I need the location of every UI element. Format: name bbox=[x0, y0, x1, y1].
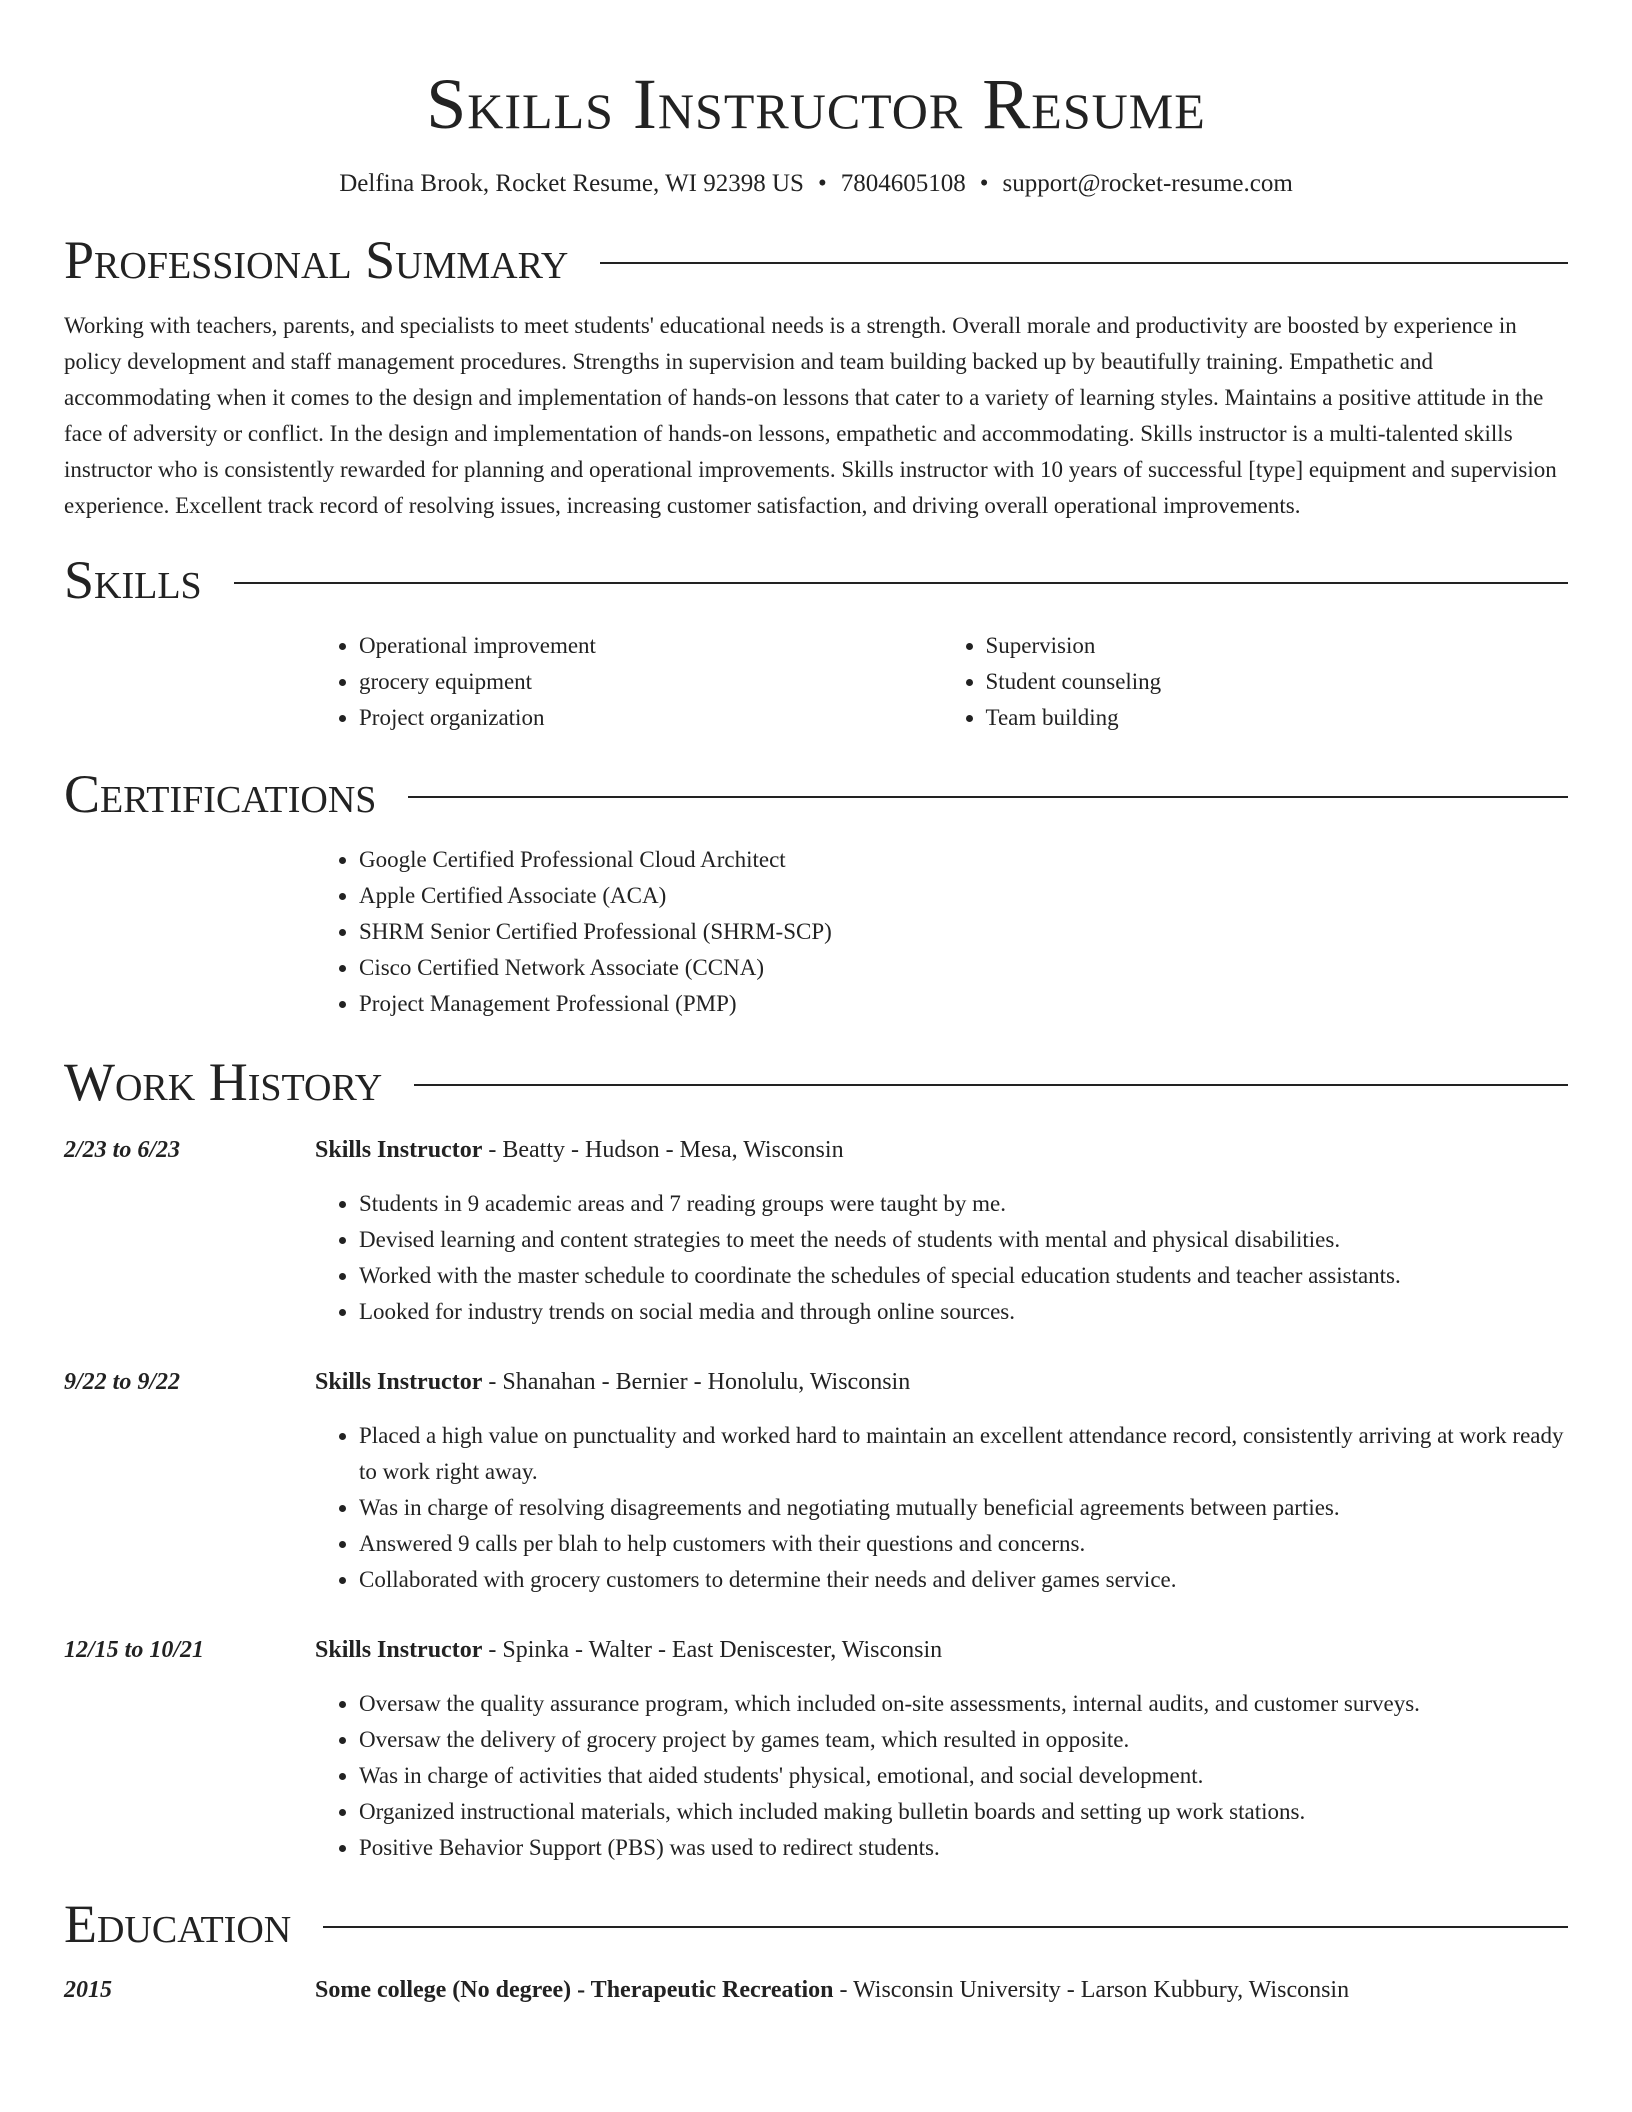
skill-item: • Supervision bbox=[986, 628, 1569, 664]
job-date: 9/22 to 9/22 bbox=[64, 1369, 181, 1395]
section-divider bbox=[323, 1926, 1568, 1928]
job-bullet: • Students in 9 academic areas and 7 reading groups were taught by me. bbox=[359, 1186, 1568, 1222]
job-bullets bbox=[315, 1418, 1568, 1598]
summary-text: Working with teachers, parents, and specialists to meet students' educational needs is a strength. Overall morale and productivity are boosted by experience in policy development and staff management procedures. Strengths in supervision and team building backed up by beautifully training. Empathetic and accommodating when it comes to the design and implementation of hands-on lessons that cater to a variety of learning styles. Maintains a positive attitude in the face of adversity or conflict. In the design and implementation of hands-on lessons, empathetic and accommodating. Skills instructor is a multi-talented skills instructor who is consistently rewarded for planning and operational improvements. Skills instructor with 10 years of successful [type] equipment and supervision experience. Excellent track record of resolving issues, increasing customer satisfaction, and driving overall operational improvements. bbox=[64, 313, 1557, 518]
education-school: - Wisconsin University - Larson Kubbury, Wisconsin bbox=[833, 1977, 1350, 2003]
skill-item: • Project organization bbox=[359, 700, 942, 736]
education-section-header bbox=[64, 1894, 1568, 1954]
skills-heading: Skills bbox=[64, 550, 202, 610]
job-bullet: • Positive Behavior Support (PBS) was used to redirect students. bbox=[359, 1830, 1568, 1866]
skills-section-header bbox=[64, 550, 1568, 610]
contact-separator: • bbox=[817, 170, 827, 197]
certifications-heading: Certifications bbox=[64, 764, 377, 824]
job-bullets bbox=[315, 1686, 1568, 1866]
job-bullet: • Collaborated with grocery customers to determine their needs and deliver games service. bbox=[359, 1562, 1568, 1598]
education-degree: Some college (No degree) - Therapeutic Recreation bbox=[315, 1977, 834, 2003]
section-divider bbox=[234, 582, 1568, 584]
skills-column-left bbox=[315, 628, 942, 736]
skills-column-right bbox=[942, 628, 1569, 736]
work-heading: Work History bbox=[64, 1052, 383, 1112]
job-bullet: • Was in charge of activities that aided students' physical, emotional, and social development. bbox=[359, 1758, 1568, 1794]
education-entry bbox=[64, 1972, 1568, 2008]
certification-item: • Google Certified Professional Cloud Architect bbox=[359, 842, 1568, 878]
summary-section-header bbox=[64, 230, 1568, 290]
summary-heading: Professional Summary bbox=[64, 230, 569, 290]
skill-item: • Student counseling bbox=[986, 664, 1569, 700]
job-bullet: • Organized instructional materials, which included making bulletin boards and setting up work stations. bbox=[359, 1794, 1568, 1830]
job-body bbox=[315, 1132, 1568, 1330]
job-title: Skills Instructor bbox=[315, 1369, 483, 1395]
job-role bbox=[315, 1132, 1568, 1168]
job-entry bbox=[64, 1364, 1568, 1598]
job-bullet: • Placed a high value on punctuality and worked hard to maintain an excellent attendance record, consistently arriving at work ready to work right away. bbox=[359, 1418, 1568, 1490]
certifications-list bbox=[315, 842, 1568, 1022]
work-section-header bbox=[64, 1052, 1568, 1112]
job-date: 2/23 to 6/23 bbox=[64, 1137, 181, 1163]
job-employer: - Spinka - Walter - East Deniscester, Wisconsin bbox=[482, 1637, 943, 1663]
job-bullet: • Devised learning and content strategies to meet the needs of students with mental and physical disabilities. bbox=[359, 1222, 1568, 1258]
certification-item: • Apple Certified Associate (ACA) bbox=[359, 878, 1568, 914]
job-employer: - Shanahan - Bernier - Honolulu, Wisconsin bbox=[482, 1369, 911, 1395]
page-title: Skills Instructor Resume bbox=[426, 64, 1206, 144]
section-divider bbox=[408, 796, 1568, 798]
contact-address: Delfina Brook, Rocket Resume, WI 92398 US bbox=[339, 170, 804, 197]
job-title: Skills Instructor bbox=[315, 1137, 483, 1163]
job-bullet: • Worked with the master schedule to coordinate the schedules of special education students and teacher assistants. bbox=[359, 1258, 1568, 1294]
contact-email[interactable]: support@rocket-resume.com bbox=[1002, 170, 1293, 197]
contact-line bbox=[64, 168, 1568, 200]
job-body bbox=[315, 1632, 1568, 1866]
job-bullet: • Oversaw the delivery of grocery project by games team, which resulted in opposite. bbox=[359, 1722, 1568, 1758]
job-bullets bbox=[315, 1186, 1568, 1330]
education-heading: Education bbox=[64, 1894, 292, 1954]
section-divider bbox=[414, 1084, 1568, 1086]
job-title: Skills Instructor bbox=[315, 1637, 483, 1663]
certification-item: • Project Management Professional (PMP) bbox=[359, 986, 1568, 1022]
job-entry bbox=[64, 1632, 1568, 1866]
job-body bbox=[315, 1364, 1568, 1598]
job-role bbox=[315, 1364, 1568, 1400]
skill-item: • Operational improvement bbox=[359, 628, 942, 664]
resume-page bbox=[64, 0, 1568, 2008]
section-divider bbox=[600, 262, 1568, 264]
education-date: 2015 bbox=[64, 1977, 112, 2003]
certification-item: • Cisco Certified Network Associate (CCNA) bbox=[359, 950, 1568, 986]
contact-phone: 7804605108 bbox=[840, 170, 966, 197]
skill-item: • grocery equipment bbox=[359, 664, 942, 700]
skills-list bbox=[315, 628, 1568, 736]
job-date: 12/15 to 10/21 bbox=[64, 1637, 205, 1663]
contact-separator: • bbox=[979, 170, 989, 197]
certification-item: • SHRM Senior Certified Professional (SHRM-SCP) bbox=[359, 914, 1568, 950]
job-bullet: • Was in charge of resolving disagreements and negotiating mutually beneficial agreements between parties. bbox=[359, 1490, 1568, 1526]
job-entry bbox=[64, 1132, 1568, 1330]
job-bullet: • Looked for industry trends on social media and through online sources. bbox=[359, 1294, 1568, 1330]
job-bullet: • Answered 9 calls per blah to help customers with their questions and concerns. bbox=[359, 1526, 1568, 1562]
job-bullet: • Oversaw the quality assurance program, which included on-site assessments, internal audits, and customer surveys. bbox=[359, 1686, 1568, 1722]
job-role bbox=[315, 1632, 1568, 1668]
skill-item: • Team building bbox=[986, 700, 1569, 736]
certifications-section-header bbox=[64, 764, 1568, 824]
education-role bbox=[315, 1972, 1568, 2008]
job-employer: - Beatty - Hudson - Mesa, Wisconsin bbox=[482, 1137, 844, 1163]
education-body bbox=[315, 1972, 1568, 2008]
